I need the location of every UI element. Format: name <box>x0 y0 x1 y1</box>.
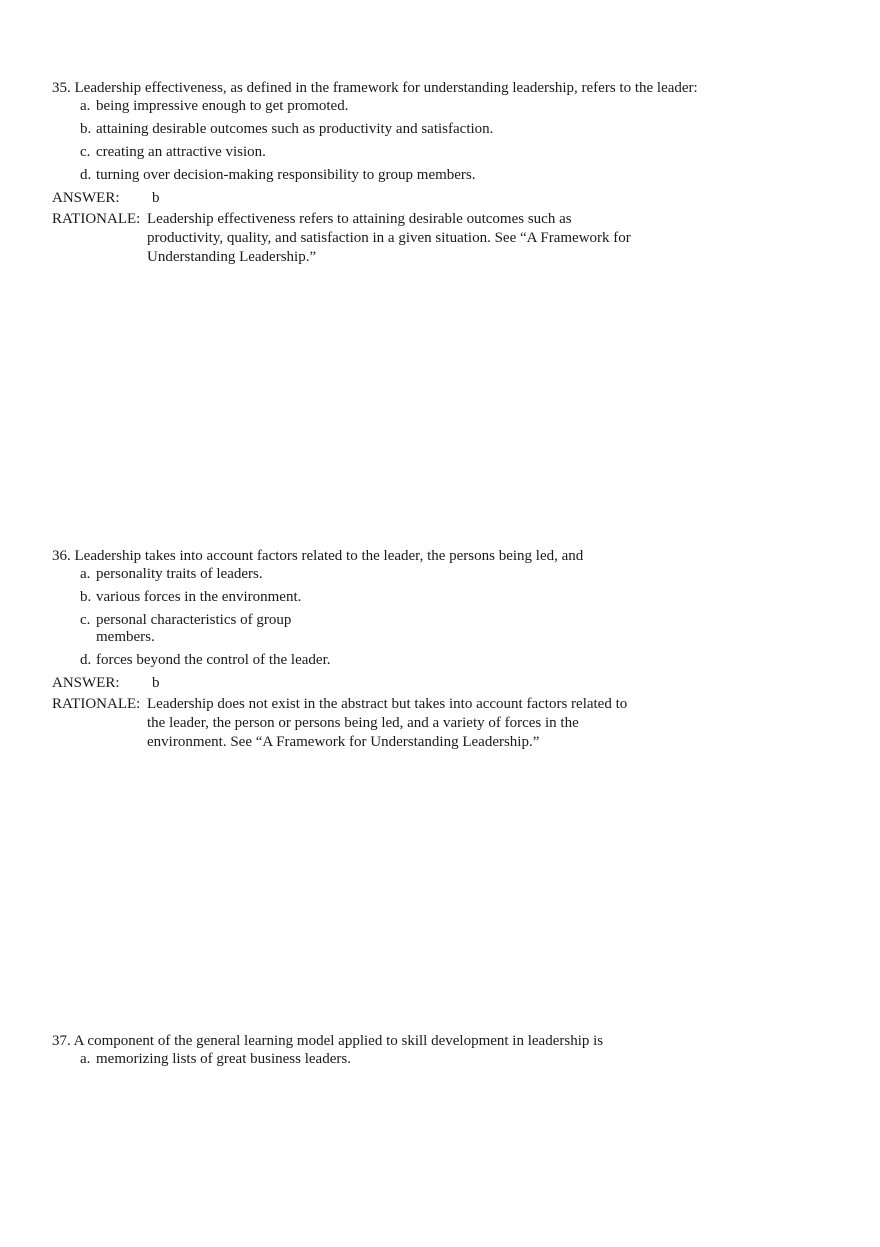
rationale-text: Leadership does not exist in the abstract but takes into account factors related to the leader, the person or persons being led, and a variety of forces in the environment. See “A Framework for Understanding Leadership.” <box>147 696 628 750</box>
option-text: attaining desirable outcomes such as productivity and satisfaction. <box>96 121 494 137</box>
rationale-row <box>52 210 752 267</box>
answer-value: b <box>152 190 160 206</box>
option-a <box>52 1051 752 1068</box>
option-letter: c. <box>80 144 91 160</box>
option-text: personality traits of leaders. <box>96 566 263 582</box>
option-a <box>52 98 752 115</box>
rationale-label: RATIONALE: <box>52 211 141 227</box>
option-letter: d. <box>80 652 92 668</box>
option-letter: a. <box>80 98 91 114</box>
option-text: various forces in the environment. <box>96 589 302 605</box>
answer-label: ANSWER: <box>52 675 120 691</box>
option-text: personal characteristics of group members. <box>96 612 292 645</box>
question-stem: 36. Leadership takes into account factors related to the leader, the persons being led, and <box>52 548 584 564</box>
option-text: forces beyond the control of the leader. <box>96 652 331 668</box>
option-letter: b. <box>80 121 92 137</box>
option-text: memorizing lists of great business leaders. <box>96 1051 351 1067</box>
option-d <box>52 167 752 184</box>
rationale-text: Leadership effectiveness refers to attaining desirable outcomes such as productivity, quality, and satisfaction in a given situation. See “A Framework for Understanding Leadership.” <box>147 211 631 265</box>
option-text: creating an attractive vision. <box>96 144 266 160</box>
question-35 <box>52 78 752 267</box>
option-letter: c. <box>80 612 91 628</box>
option-b <box>52 589 752 606</box>
option-c <box>52 144 752 161</box>
rationale-row <box>52 695 752 752</box>
option-text: turning over decision-making responsibility to group members. <box>96 167 476 183</box>
option-letter: a. <box>80 1051 91 1067</box>
question-37 <box>52 1031 752 1068</box>
option-letter: d. <box>80 167 92 183</box>
question-36 <box>52 546 752 752</box>
option-d <box>52 652 752 669</box>
option-c <box>52 612 752 646</box>
answer-row <box>52 675 752 692</box>
option-b <box>52 121 752 138</box>
option-text: being impressive enough to get promoted. <box>96 98 349 114</box>
rationale-label: RATIONALE: <box>52 696 141 712</box>
question-stem: 35. Leadership effectiveness, as defined in the framework for understanding leadership, refers to the leader: <box>52 80 698 96</box>
option-letter: b. <box>80 589 92 605</box>
answer-value: b <box>152 675 160 691</box>
question-stem: 37. A component of the general learning model applied to skill development in leadership is <box>52 1033 604 1049</box>
answer-label: ANSWER: <box>52 190 120 206</box>
option-a <box>52 566 752 583</box>
option-letter: a. <box>80 566 91 582</box>
answer-row <box>52 190 752 207</box>
